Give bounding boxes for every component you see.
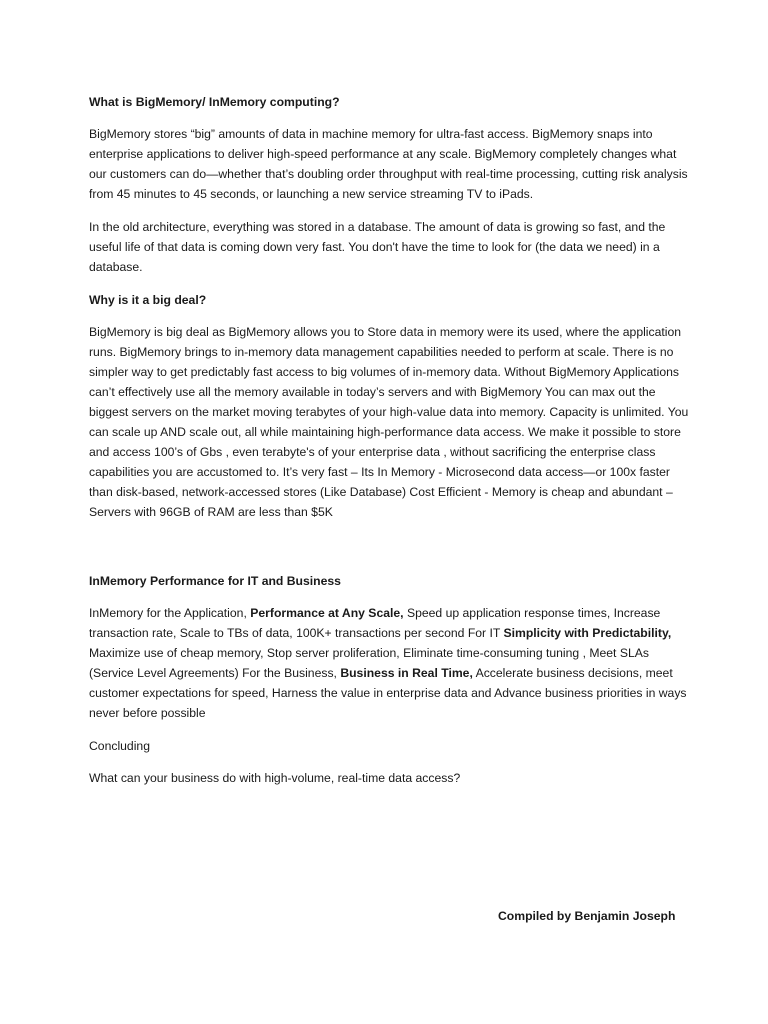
- document-page: [89, 92, 689, 800]
- paragraph-performance: [89, 603, 689, 723]
- performance-text-2: Speed up application response times, Increase transaction rate, Scale to TBs of data, 100K+ transactions per second For IT: [89, 606, 661, 640]
- closing-question: What can your business do with high-volume, real-time data access?: [89, 771, 461, 785]
- signature: Compiled by Benjamin Joseph: [498, 909, 676, 923]
- performance-text-4: Accelerate business decisions, meet customer expectations for speed, Harness the value in enterprise data and Advance business priorities in ways never before possible: [89, 666, 687, 720]
- performance-bold-2: Simplicity with Predictability,: [503, 626, 672, 640]
- paragraph-old-architecture: In the old architecture, everything was stored in a database. The amount of data is growing so fast, and the useful life of that data is coming down very fast. You don't have the time to look for (the data we need) in a database.: [89, 220, 666, 274]
- heading-big-deal: Why is it a big deal?: [89, 293, 207, 307]
- performance-text-1: InMemory for the Application,: [89, 606, 251, 620]
- heading-bigmemory: What is BigMemory/ InMemory computing?: [89, 95, 340, 109]
- spacer: [89, 535, 689, 571]
- performance-text-3: Maximize use of cheap memory, Stop server proliferation, Eliminate time-consuming tuning , Meet SLAs (Service Level Agreements) For the Business,: [89, 646, 649, 680]
- performance-bold-1: Performance at Any Scale,: [250, 606, 404, 620]
- heading-performance: InMemory Performance for IT and Business: [89, 574, 341, 588]
- performance-bold-3: Business in Real Time,: [340, 666, 473, 680]
- paragraph-intro: BigMemory stores “big” amounts of data in machine memory for ultra-fast access. BigMemory snaps into enterprise applications to deliver high-speed performance at any scale. BigMemory completely changes what our customers can do—whether that’s doubling order throughput with real-time processing, cutting risk analysis from 45 minutes to 45 seconds, or launching a new service streaming TV to iPads.: [89, 127, 688, 201]
- paragraph-big-deal: BigMemory is big deal as BigMemory allows you to Store data in memory were its used, where the application runs. BigMemory brings to in-memory data management capabilities needed to perform at scale. There is no simpler way to get predictably fast access to big volumes of in-memory data. Without BigMemory Applications can’t effectively use all the memory available in today’s servers and with BigMemory You can max out the biggest servers on the market moving terabytes of your high-value data into memory. Capacity is unlimited. You can scale up AND scale out, all while maintaining high-performance data access. We make it possible to store and access 100’s of Gbs , even terabyte's of your enterprise data , without sacrificing the enterprise class capabilities you are accustomed to. It’s very fast – Its In Memory - Microsecond data access—or 100x faster than disk-based, network-accessed stores (Like Database) Cost Efficient - Memory is cheap and abundant – Servers with 96GB of RAM are less than $5K: [89, 325, 689, 519]
- concluding-label: Concluding: [89, 739, 150, 753]
